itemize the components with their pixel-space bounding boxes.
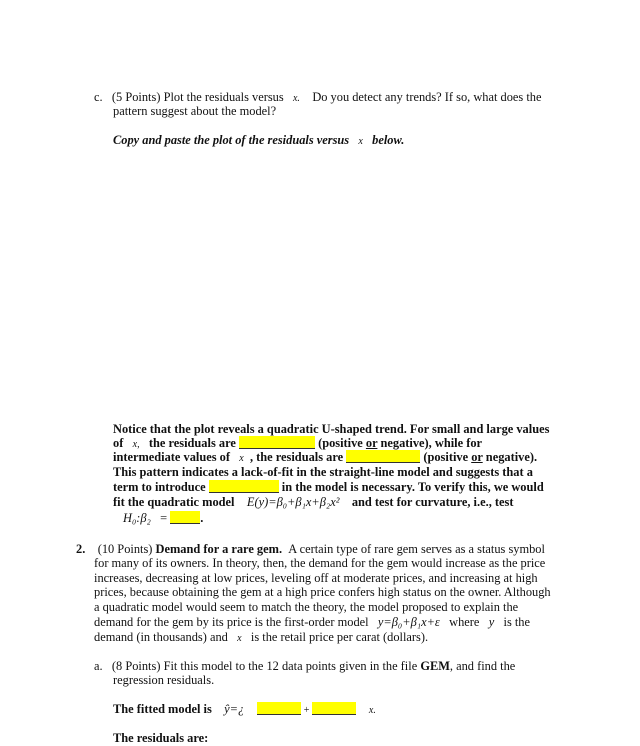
q2-line-6 <box>94 615 530 630</box>
notice-line-4: This pattern indicates a lack-of-fit in the straight-line model and suggests that a <box>113 465 533 479</box>
q2a-marker: a. <box>94 659 103 673</box>
q2-text: is the <box>503 615 530 629</box>
q2-text: is the retail price per carat (dollars). <box>250 630 429 644</box>
notice-line-1: Notice that the plot reveals a quadratic U-shaped trend. For small and large values <box>113 422 550 436</box>
q2-text: demand (in thousands) and <box>94 630 228 644</box>
q2-number: 2. <box>76 542 86 556</box>
notice-line-6 <box>113 495 513 510</box>
fitted-model-line <box>113 702 376 717</box>
q2a-points: (8 Points) <box>111 659 161 673</box>
notice-text: negative). <box>485 450 538 464</box>
notice-line-3 <box>113 450 537 465</box>
q2a-line-1 <box>94 659 515 674</box>
x-variable: x, <box>132 439 140 450</box>
x-variable: x <box>237 633 242 644</box>
part-c-question: Do you detect any trends? If so, what does the <box>312 90 542 104</box>
q2-text: demand for the gem by its price is the first-order model <box>94 615 369 629</box>
part-c-marker: c. <box>94 90 103 104</box>
y-hat-symbol: ŷ=¿ <box>224 702 245 716</box>
q2-line-2: for many of its owners. In theory, then, the demand for the gem would increase as the price <box>94 556 546 570</box>
notice-text: negative), while for <box>380 436 483 450</box>
part-c-line-1 <box>94 90 541 105</box>
q2a-line-2: regression residuals. <box>113 673 215 687</box>
q2-title: Demand for a rare gem. <box>155 542 283 556</box>
notice-text: (positive <box>423 450 469 464</box>
notice-text: the residuals are <box>148 436 236 450</box>
notice-text: term to introduce <box>113 480 206 494</box>
notice-text: fit the quadratic model <box>113 495 235 509</box>
notice-text: intermediate values of <box>113 450 230 464</box>
residuals-label: The residuals are: <box>113 731 209 745</box>
part-c-points: (5 Points) <box>111 90 161 104</box>
q2-line-3: increases, decreasing at low prices, leveling off at moderate prices, and increasing at high <box>94 571 538 585</box>
part-c-text: Plot the residuals versus <box>163 90 284 104</box>
null-hypothesis: H₀:β₂ <box>123 511 151 525</box>
notice-text: and test for curvature, i.e., test <box>351 495 514 509</box>
answer-blank-intermediate[interactable] <box>346 450 420 463</box>
q2-points: (10 Points) <box>97 542 153 556</box>
y-variable: y <box>488 615 495 629</box>
notice-text: , the residuals are <box>249 450 344 464</box>
notice-of: of <box>113 436 124 450</box>
quadratic-model-formula: E(y)=β₀+β₁x+β₂x² <box>246 495 340 509</box>
notice-text: in the model is necessary. To verify this, we would <box>281 480 544 494</box>
q2a-text: Fit this model to the 12 data points given in the file <box>163 659 418 673</box>
fitted-model-label: The fitted model is <box>113 702 212 716</box>
q2-line-4: prices, because obtaining the gem at a high price confers high status on the owner. Although <box>94 585 551 599</box>
first-order-model-formula: y=β₀+β₁x+ε <box>377 615 440 629</box>
part-c-line-2: pattern suggest about the model? <box>113 104 277 118</box>
q2-line-1 <box>76 542 545 557</box>
slope-answer-blank[interactable] <box>312 702 356 715</box>
notice-line-5 <box>113 480 544 495</box>
x-variable: x. <box>292 93 300 104</box>
paste-instruction-text: Copy and paste the plot of the residuals versus <box>113 133 350 147</box>
notice-line-7: H₀:β₂ = . <box>123 511 204 525</box>
notice-or: or <box>471 450 483 464</box>
q2-text: where <box>449 615 480 629</box>
paste-instruction-end: below. <box>372 133 405 147</box>
q2-text: A certain type of rare gem serves as a status symbol <box>288 542 545 556</box>
answer-blank-small-large[interactable] <box>239 436 315 449</box>
x-variable: x. <box>368 705 376 716</box>
x-variable: x <box>239 453 244 464</box>
notice-text: (positive <box>318 436 363 450</box>
gem-file-name: GEM <box>420 659 450 673</box>
equals-sign: = <box>160 511 168 525</box>
answer-blank-hypothesis[interactable] <box>170 511 200 524</box>
intercept-answer-blank[interactable] <box>257 702 301 715</box>
notice-or: or <box>365 436 378 450</box>
q2-line-7 <box>94 630 428 645</box>
plus-sign: + <box>303 705 310 716</box>
x-variable: x <box>358 136 363 147</box>
residual-plot-placeholder[interactable] <box>113 160 563 410</box>
q2-line-5: a quadratic model would seem to match the theory, the model proposed to explain the <box>94 600 519 614</box>
notice-line-2 <box>113 436 482 451</box>
paste-instruction <box>113 133 404 148</box>
q2a-text: , and find the <box>449 659 516 673</box>
answer-blank-term[interactable] <box>209 480 279 493</box>
